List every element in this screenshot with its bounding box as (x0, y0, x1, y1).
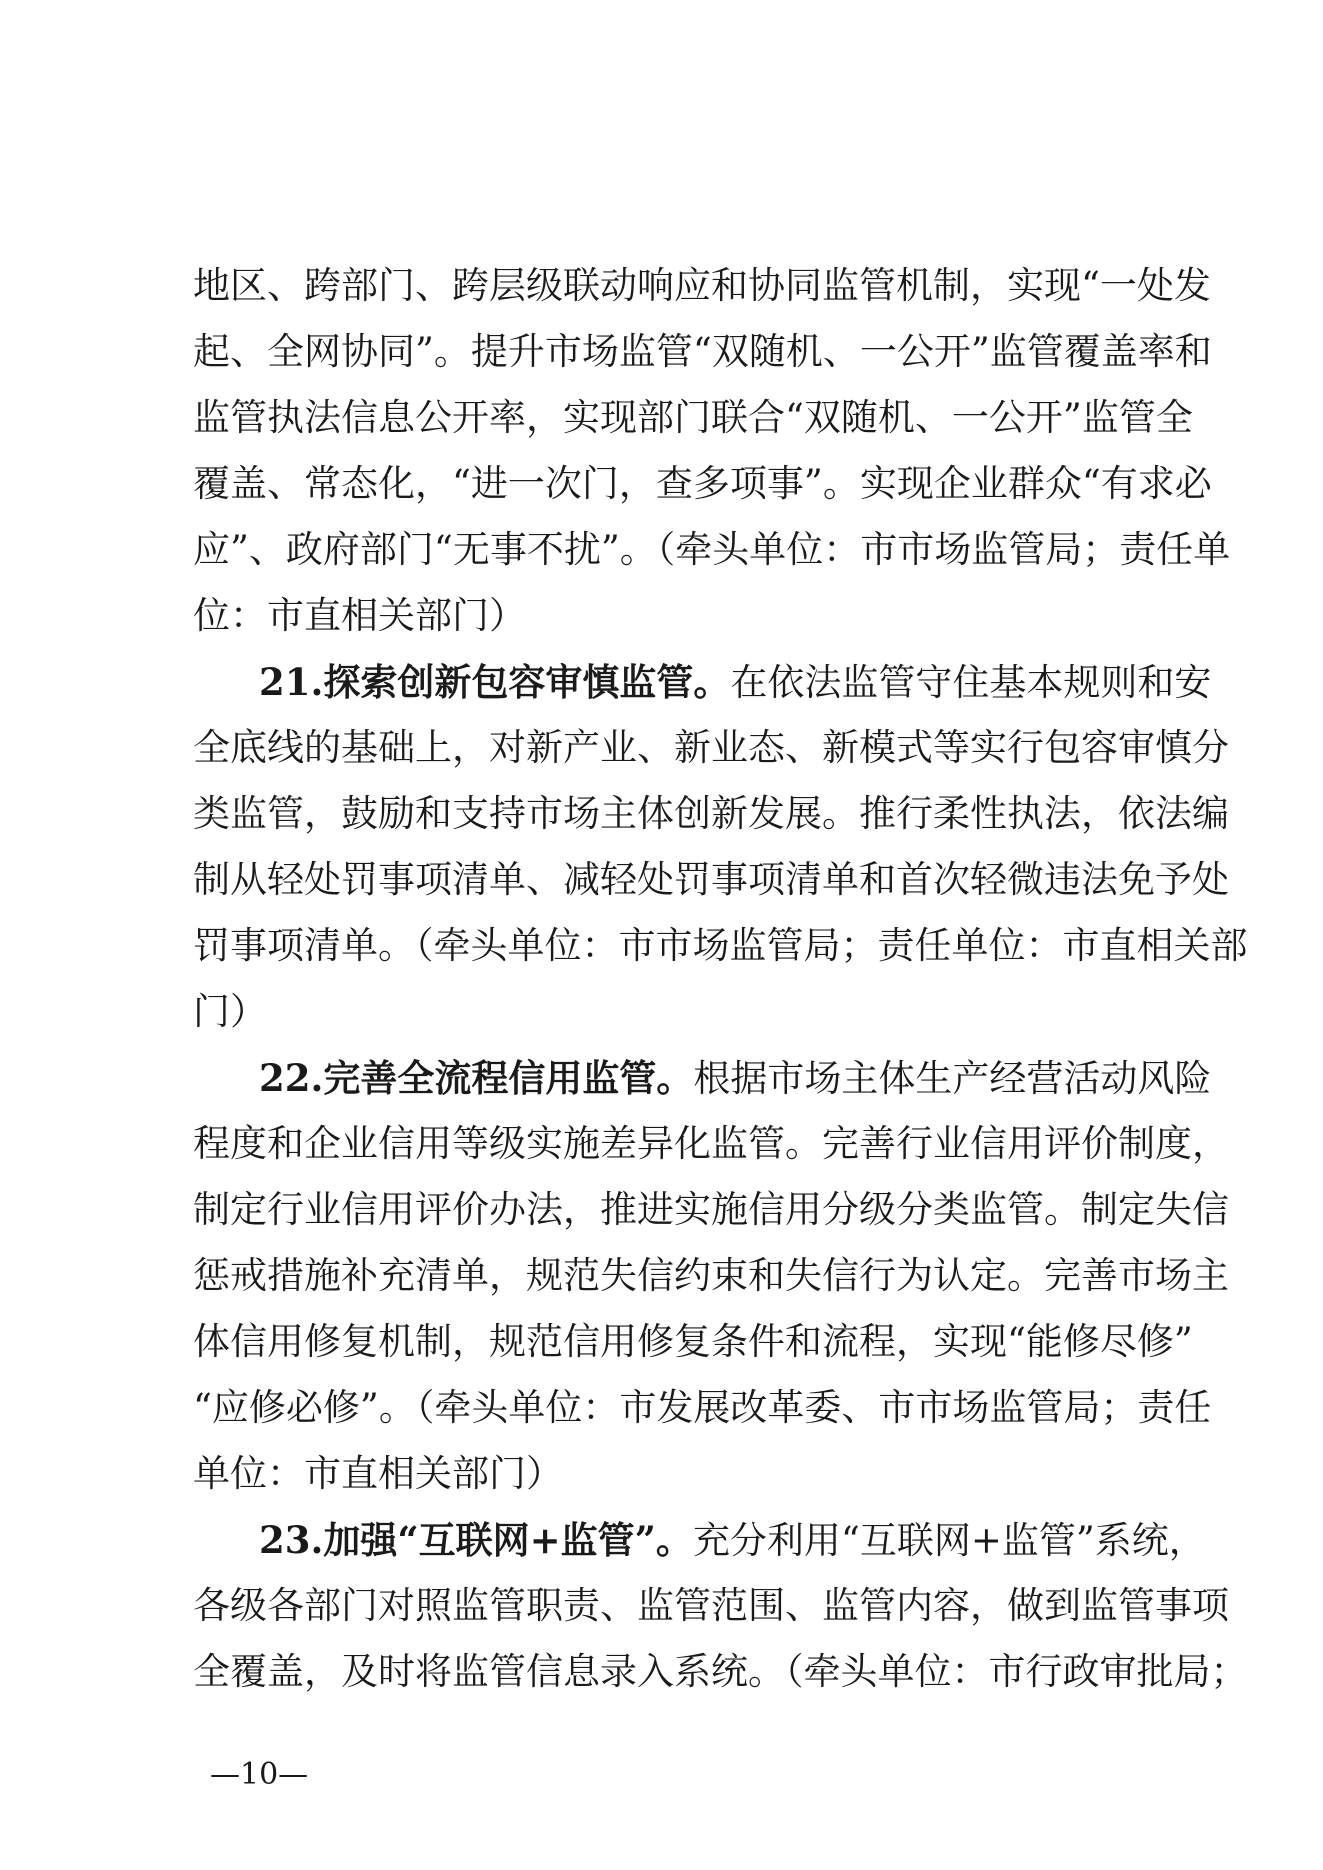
text-line: 全覆盖，及时将监管信息录入系统。（牵头单位：市行政审批局； (193, 1650, 1248, 1693)
text-line: 覆盖、常态化，“进一次门，查多项事”。实现企业群众“有求必 (193, 462, 1212, 505)
text-run: 充分利用“互联网+监管”系统， (692, 1519, 1206, 1562)
section-heading-21: 21.探索创新包容审慎监管。 (259, 660, 731, 704)
text-line: “应修必修”。（牵头单位：市发展改革委、市市场监管局；责任 (193, 1386, 1212, 1429)
document-body (193, 253, 1248, 1705)
text-line: 位：市直相关部门） (193, 594, 526, 637)
text-line: 应”、政府部门“无事不扰”。（牵头单位：市市场监管局；责任单 (193, 528, 1231, 571)
text-line: 地区、跨部门、跨层级联动响应和协同监管机制，实现“一处发 (193, 264, 1211, 307)
text-run: 根据市场主体生产经营活动风险 (693, 1057, 1212, 1100)
text-line: 起、全网协同”。提升市场监管“双随机、一公开”监管覆盖率和 (193, 330, 1212, 373)
text-line: 制定行业信用评价办法，推进实施信用分级分类监管。制定失信 (193, 1188, 1229, 1231)
paragraph-first-line (193, 1045, 1212, 1111)
text-line: 制从轻处罚事项清单、减轻处罚事项清单和首次轻微违法免予处 (193, 858, 1229, 901)
text-line: 惩戒措施补充清单，规范失信约束和失信行为认定。完善市场主 (193, 1254, 1229, 1297)
text-line: 各级各部门对照监管职责、监管范围、监管内容，做到监管事项 (193, 1584, 1229, 1627)
text-line: 单位：市直相关部门） (193, 1452, 563, 1495)
page-number: —10— (210, 1757, 309, 1792)
section-heading-22: 22.完善全流程信用监管。 (259, 1056, 694, 1100)
section-heading-23: 23.加强“互联网+监管”。 (259, 1518, 693, 1562)
text-line: 全底线的基础上，对新产业、新业态、新模式等实行包容审慎分 (193, 726, 1229, 769)
text-run: 在依法监管守住基本规则和安 (730, 661, 1212, 704)
paragraph-first-line (193, 649, 1212, 715)
text-line: 程度和企业信用等级实施差异化监管。完善行业信用评价制度， (193, 1122, 1229, 1165)
text-line: 门） (193, 990, 267, 1033)
text-line: 监管执法信息公开率，实现部门联合“双随机、一公开”监管全 (193, 396, 1193, 439)
text-line: 体信用修复机制，规范信用修复条件和流程，实现“能修尽修” (193, 1320, 1193, 1363)
text-line: 罚事项清单。（牵头单位：市市场监管局；责任单位：市直相关部 (193, 924, 1248, 967)
text-line: 类监管，鼓励和支持市场主体创新发展。推行柔性执法，依法编 (193, 792, 1229, 835)
paragraph-first-line (193, 1507, 1206, 1573)
